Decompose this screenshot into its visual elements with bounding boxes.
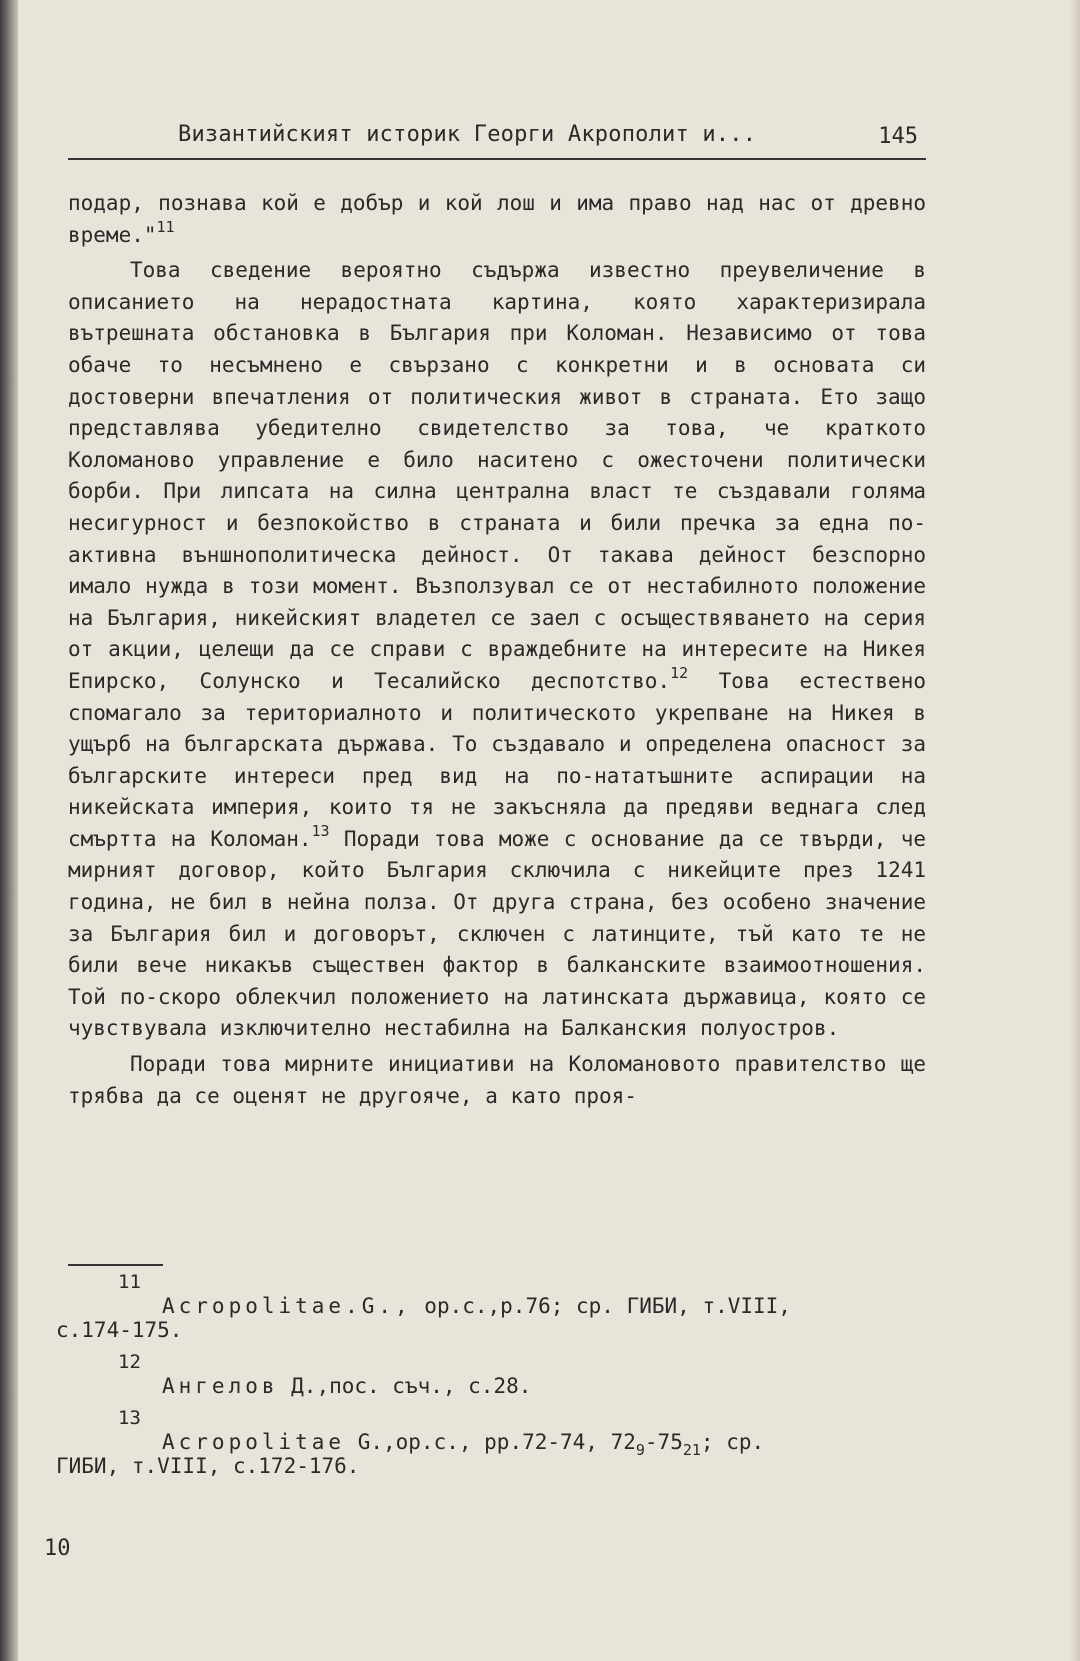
paragraph-2-text-a: Това сведение вероятно съдържа известно преувеличение в описанието на нерадостната картина, която характеризирала вътрешната обстановка в България при Коломан. Независимо от това обаче то несъмнено е свързано с конкретни и в основата си достоверни впечатления от политическия живот в страната. Ето защо представлява убедително свидетелство за това, че краткото Коломаново управление е било наситено с ожесточени политически борби. При липсата на силна централна власт те създавали голяма несигурност и безпокойство в страната и били пречка за една по-активна външнополитическа дейност. От такава дейност безспорно имало нужда в този момент. Възползувал се от нестабилното положение на България, никейският владетел се заел с осъществяването на серия от акции, целещи да се справи с враждебните на интересите на Никея Епирско, Солунско и Тесалийско деспотство. (68, 258, 926, 693)
footnote-subscript: 9 (635, 1441, 645, 1459)
page-edge (1070, 0, 1080, 1661)
footnote-author: Acropolitae.G., (162, 1294, 412, 1318)
footnote-line (56, 1430, 926, 1459)
paragraph-2-text-b: Това естествено спомагало за териториалното и политическото укрепване на Никея в ущърб на българската държава. То създавало и определена опасност за българските интереси пред вид на по-нататъшните аспирации на никейската империя, които тя не закъсняла да предяви веднага след смъртта на Коломан. (68, 668, 926, 851)
book-spine-shadow (0, 0, 18, 1661)
paragraph-3-text: Поради това мирните инициативи на Коломановото правителство ще трябва да се оценят не другояче, а като проя- (68, 1052, 926, 1108)
footnote-ref-11: 11 (156, 217, 175, 236)
paragraph-1 (68, 188, 926, 251)
footnote-ref-13: 13 (311, 821, 330, 840)
footnotes (56, 1270, 926, 1486)
footnote-line (56, 1294, 926, 1318)
footnote-author: Ангелов (162, 1374, 279, 1398)
footnote-citation: Д.,пос. съч., с.28. (278, 1374, 532, 1398)
footnote-13 (56, 1406, 926, 1478)
footnote-11 (56, 1270, 926, 1342)
footnote-ref-12: 12 (670, 663, 689, 682)
footnote-subscript: 21 (682, 1441, 701, 1459)
footnote-citation-b: -75 (644, 1430, 683, 1454)
footnote-continuation: с.174-175. (56, 1318, 183, 1342)
footnote-citation: op.c.,p.76; ср. ГИБИ, т.VIII, (411, 1294, 791, 1318)
footnote-citation-c: ; ср. (700, 1430, 765, 1454)
footnote-number: 11 (118, 1271, 141, 1293)
main-text (68, 188, 926, 1112)
footnote-separator (68, 1264, 163, 1266)
footnote-number: 12 (118, 1351, 141, 1373)
paragraph-2 (68, 255, 926, 1045)
page-number: 145 (878, 124, 918, 149)
footnote-citation-a: G.,op.c., pp.72-74, 72 (345, 1430, 636, 1454)
footnote-line (56, 1374, 926, 1398)
running-header (68, 118, 926, 160)
footnote-continuation: ГИБИ, т.VIII, с.172-176. (56, 1454, 360, 1478)
paragraph-3 (68, 1049, 926, 1112)
paragraph-2-text-c: Поради това може с основание да се твърди, че мирният договор, който България сключила с никейците през 1241 година, не бил в нейна полза. От друга страна, без особено значение за България бил и договорът, сключен с латинците, тъй като те не били вече никакъв съществен фактор в балканските взаимоотношения. Той по-скоро облекчил положението на латинската държавица, която се чувствувала изключително нестабилна на Балканския полуостров. (68, 826, 926, 1041)
footnote-number: 13 (118, 1407, 141, 1429)
sheet-signature-number: 10 (44, 1536, 71, 1561)
footnote-author: Acropolitae (162, 1430, 346, 1454)
footnote-12 (56, 1350, 926, 1398)
running-title: Византийският историк Георги Акрополит и... (178, 122, 757, 147)
paragraph-1-text: подар, познава кой е добър и кой лош и има право над нас от древно време." (68, 191, 926, 247)
